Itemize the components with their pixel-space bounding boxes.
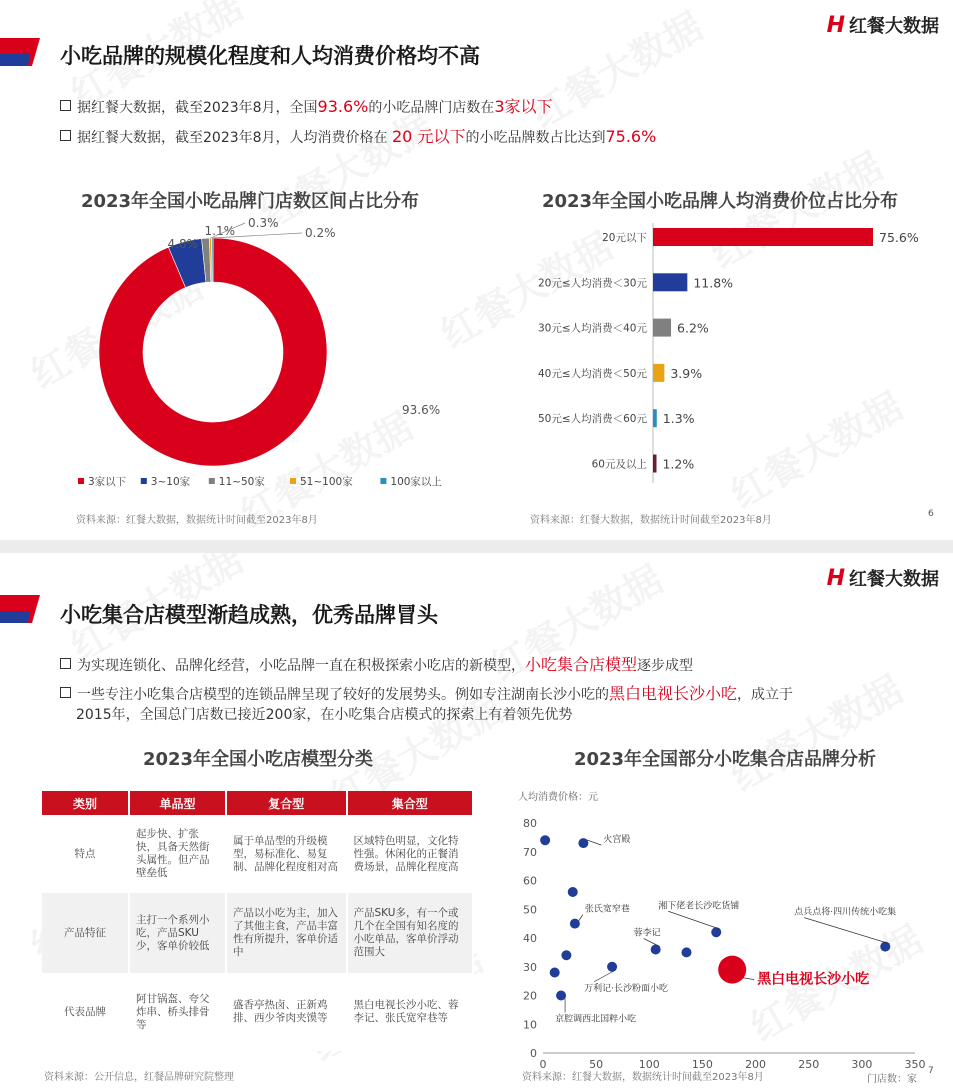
- bar-value-label: 11.8%: [693, 275, 734, 291]
- table-cell: 起步快、扩张快，具备天然街头属性。但产品壁垒低: [129, 815, 226, 893]
- legend-label: 51~100家: [300, 476, 353, 488]
- slide-7: [0, 553, 953, 1092]
- data-point: [578, 838, 588, 848]
- table-cell: 代表品牌: [42, 973, 129, 1051]
- bullet-text: 2015年，全国总门店数已接近200家，在小吃集合店模式的探索上有着领先优势: [76, 707, 573, 723]
- category-label: 20元≤人均消费＜30元: [537, 277, 647, 290]
- bar-value-label: 6.2%: [677, 320, 709, 336]
- table-row: [42, 973, 473, 1051]
- model-table: [42, 791, 474, 1051]
- slide-title: 小吃品牌的规模化程度和人均消费价格均不高: [60, 44, 480, 68]
- leader-line: [668, 911, 720, 929]
- legend-swatch: [141, 478, 147, 484]
- logo: [827, 565, 939, 591]
- y-axis-title: 人均消费价格：元: [518, 792, 598, 803]
- table-cell: 产品SKU多，有一个或几个在全国有知名度的小吃单品，客单价浮动范围大: [347, 893, 473, 973]
- point-label: 万利记·长沙粉面小吃: [584, 983, 668, 994]
- logo: [827, 12, 939, 38]
- bullet-2: [60, 684, 920, 725]
- legend-label: 3家以下: [88, 476, 127, 488]
- title-accent-bar: [0, 595, 46, 623]
- x-tick-label: 250: [798, 1058, 820, 1071]
- x-tick-label: 0: [539, 1058, 547, 1071]
- table-header: 类别: [42, 791, 129, 815]
- y-tick-label: 70: [523, 845, 537, 859]
- square-bullet-icon: [60, 687, 71, 698]
- x-tick-label: 150: [691, 1058, 713, 1071]
- data-point: [556, 991, 566, 1001]
- leader-line: [644, 939, 660, 947]
- bar-chart-title: 2023年全国小吃品牌人均消费价位占比分布: [541, 191, 899, 212]
- slice-label: 0.2%: [305, 226, 336, 240]
- highlight-text: 93.6%: [317, 97, 369, 116]
- bar: [653, 228, 873, 246]
- table-header: 集合型: [347, 791, 473, 815]
- bar-value-label: 1.2%: [662, 456, 695, 472]
- slide-divider: [0, 540, 953, 553]
- point-label: 火宫殿: [603, 835, 631, 846]
- bar: [653, 455, 656, 473]
- logo-mark: H: [826, 565, 845, 591]
- point-label: 京腔调西北国粹小吃: [555, 1014, 637, 1025]
- source-note: 资料来源：红餐大数据，数据统计时间截至2023年8月: [76, 515, 318, 526]
- table-cell: 盛香亭热卤、正新鸡排、西少爷肉夹馍等: [226, 973, 347, 1051]
- bullet-text: 的小吃品牌数占比达到: [465, 130, 606, 146]
- square-bullet-icon: [60, 658, 71, 669]
- leader-line: [579, 915, 583, 921]
- slice-label: 1.1%: [204, 224, 235, 238]
- slide-title: 小吃集合店模型渐趋成熟，优秀品牌冒头: [60, 603, 438, 627]
- point-label: 点兵点将·四川传统小吃集: [794, 907, 897, 918]
- square-bullet-icon: [60, 100, 71, 111]
- y-tick-label: 20: [523, 989, 537, 1003]
- point-label: 湘下佬老长沙吃货铺: [658, 901, 740, 912]
- slice-label: 93.6%: [402, 403, 441, 417]
- bullet-text: 据红餐大数据，截至2023年8月，全国: [77, 100, 318, 116]
- x-tick-label: 350: [904, 1058, 926, 1071]
- legend-swatch: [209, 478, 215, 484]
- y-tick-label: 30: [523, 960, 537, 974]
- leader-line: [587, 840, 601, 845]
- x-tick-label: 300: [851, 1058, 873, 1071]
- table-cell: 产品特征: [42, 893, 129, 973]
- y-tick-label: 0: [530, 1047, 537, 1060]
- x-tick-label: 200: [745, 1058, 767, 1071]
- table-row: [42, 893, 473, 973]
- bullet-1: [60, 655, 693, 676]
- category-label: 30元≤人均消费＜40元: [537, 322, 647, 335]
- table-title: 2023年全国小吃店模型分类: [142, 749, 374, 770]
- leader-line: [804, 918, 889, 944]
- donut-slice: [212, 238, 213, 282]
- horizontal-bar-chart: [500, 218, 940, 488]
- bullet-text: 的小吃品牌门店数在: [368, 100, 495, 116]
- table-header: 单品型: [129, 791, 226, 815]
- leader-line: [594, 970, 616, 982]
- source-note: 资料来源：红餐大数据，数据统计时间截至2023年8月: [530, 515, 772, 526]
- x-axis-title: 门店数：家: [867, 1074, 917, 1083]
- bar-value-label: 75.6%: [879, 230, 919, 245]
- table-cell: 阿甘锅盔、夸父炸串、桥头排骨等: [129, 973, 226, 1051]
- source-note: 资料来源：公开信息，红餐品牌研究院整理: [44, 1072, 234, 1083]
- legend-swatch: [290, 478, 296, 484]
- donut-chart-title: 2023年全国小吃品牌门店数区间占比分布: [80, 191, 420, 212]
- y-tick-label: 60: [523, 874, 537, 888]
- y-tick-label: 50: [523, 903, 537, 917]
- data-point: [550, 968, 560, 978]
- highlight-text: 20 元以下: [392, 127, 466, 146]
- bullet-2: [60, 127, 656, 148]
- bullet-text: ，成立于: [737, 687, 794, 703]
- table-cell: 黑白电视长沙小吃、蓉李记、张氏宽窄巷等: [347, 973, 473, 1051]
- logo-text: 红餐大数据: [849, 16, 939, 37]
- table-cell: 产品以小吃为主，加入了其他主食，产品丰富性有所提升，客单价适中: [226, 893, 347, 973]
- logo-mark: H: [826, 12, 845, 38]
- slide-6: [0, 0, 953, 540]
- slice-label: 0.3%: [248, 216, 279, 230]
- highlight-text: 3家以下: [494, 97, 553, 116]
- point-label: 张氏宽窄巷: [584, 904, 630, 915]
- table-row: [42, 815, 473, 893]
- highlight-text: 小吃集合店模型: [525, 655, 638, 674]
- bar-value-label: 1.3%: [662, 411, 695, 427]
- legend-swatch: [78, 478, 84, 484]
- legend-label: 11~50家: [218, 476, 265, 488]
- legend-label: 3~10家: [150, 476, 191, 488]
- y-tick-label: 40: [523, 932, 537, 945]
- y-tick-label: 80: [523, 817, 537, 830]
- bullet-text: 为实现连锁化、品牌化经营，小吃品牌一直在积极探索小吃店的新模型，: [77, 658, 525, 674]
- title-accent-bar: [0, 38, 46, 66]
- slice-label: 4.8%: [167, 237, 198, 251]
- bar: [653, 409, 657, 427]
- table-cell: 属于单品型的升级模型，易标准化、易复制、品牌化程度相对高: [226, 815, 347, 893]
- bullet-text: 据红餐大数据，截至2023年8月，人均消费价格在: [77, 130, 392, 146]
- category-label: 20元以下: [602, 232, 647, 244]
- highlight-text: 黑白电视长沙小吃: [609, 684, 738, 703]
- bullet-1: [60, 97, 553, 118]
- donut-chart: [30, 210, 470, 510]
- data-point: [540, 835, 550, 845]
- bullet-text: 逐步成型: [637, 658, 694, 674]
- page-number: 6: [928, 509, 934, 519]
- legend-swatch: [380, 478, 386, 484]
- legend-label: 100家以上: [390, 476, 442, 488]
- point-label: 蓉李记: [633, 928, 661, 939]
- category-label: 40元≤人均消费＜50元: [537, 367, 647, 380]
- table-cell: 特点: [42, 815, 129, 893]
- y-tick-label: 10: [523, 1018, 537, 1032]
- page-number: 7: [928, 1066, 934, 1076]
- table-header-row: [42, 791, 473, 815]
- category-label: 50元≤人均消费＜60元: [537, 413, 647, 426]
- table-cell: 区域特色明显，文化特性强。休闲化的正餐消费场景，品牌化程度高: [347, 815, 473, 893]
- square-bullet-icon: [60, 130, 71, 141]
- category-label: 60元及以上: [591, 458, 647, 471]
- bar: [653, 364, 664, 382]
- data-point: [681, 947, 691, 957]
- highlight-point-label: 黑白电视长沙小吃: [757, 971, 870, 988]
- bar: [653, 273, 687, 291]
- table-cell: 主打一个系列小吃，产品SKU少，客单价较低: [129, 893, 226, 973]
- data-point: [568, 887, 578, 897]
- bar: [653, 319, 671, 337]
- table-header: 复合型: [226, 791, 347, 815]
- leader-line: [742, 978, 754, 980]
- bullet-text: 一些专注小吃集合店模型的连锁品牌呈现了较好的发展势头。例如专注湖南长沙小吃的: [77, 687, 609, 703]
- scatter-chart-title: 2023年全国部分小吃集合店品牌分析: [573, 749, 877, 770]
- scatter-chart: [508, 783, 948, 1083]
- highlight-text: 75.6%: [605, 127, 657, 146]
- bar-value-label: 3.9%: [670, 365, 703, 381]
- x-tick-label: 50: [589, 1058, 604, 1071]
- data-point: [561, 950, 571, 960]
- logo-text: 红餐大数据: [849, 569, 939, 590]
- data-point: [570, 919, 580, 929]
- highlight-data-point: [718, 956, 746, 984]
- x-tick-label: 100: [638, 1058, 660, 1071]
- source-note: 资料来源：红餐大数据，数据统计时间截至2023年8月: [522, 1072, 764, 1083]
